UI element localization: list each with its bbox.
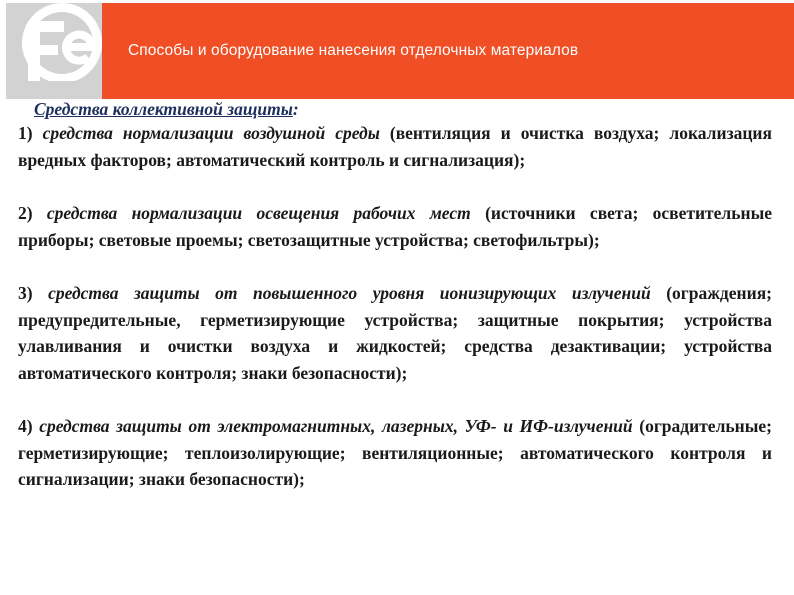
section-heading-text: Средства коллективной защиты: [34, 99, 293, 119]
section-heading-colon: :: [292, 99, 299, 119]
fe-logo-icon: [6, 3, 102, 99]
item-number: 1): [18, 123, 33, 143]
item-text: (ограждения; предупредительные, герметизирующие устройства; защитные покрытия; устройства улавливания и очистки воздуха и жидкостей; средства дезактивации; устройства автоматического контроля; знаки безопасности);: [18, 283, 772, 383]
slide-content: [18, 98, 772, 493]
item-title: средства нормализации освещения рабочих мест: [46, 203, 471, 223]
section-heading: [34, 98, 772, 120]
item-title: средства нормализации воздушной среды: [42, 123, 380, 143]
list-item-2: [18, 200, 772, 253]
item-text: (оградительные; герметизирующие; теплоизолирующие; вентиляционные; автоматического контроля и сигнализации; знаки безопасности);: [18, 416, 772, 489]
item-title: средства защиты от электромагнитных, лазерных, УФ- и ИФ-излучений: [39, 416, 633, 436]
item-text: (вентиляция и очистка воздуха; локализация вредных факторов; автоматический контроль и сигнализация);: [18, 123, 772, 170]
slide-header: [0, 0, 794, 99]
list-item-3: [18, 280, 772, 386]
fe-logo: [6, 3, 102, 99]
title-bar: [102, 3, 794, 99]
slide-title: Способы и оборудование нанесения отделочных материалов: [128, 42, 579, 59]
list-item-1: [18, 120, 772, 173]
item-number: 2): [18, 203, 33, 223]
item-text: (источники света; осветительные приборы; световые проемы; светозащитные устройства; светофильтры);: [18, 203, 772, 250]
item-number: 4): [18, 416, 33, 436]
list-item-4: [18, 413, 772, 493]
item-number: 3): [18, 283, 33, 303]
item-title: средства защиты от повышенного уровня ионизирующих излучений: [48, 283, 651, 303]
